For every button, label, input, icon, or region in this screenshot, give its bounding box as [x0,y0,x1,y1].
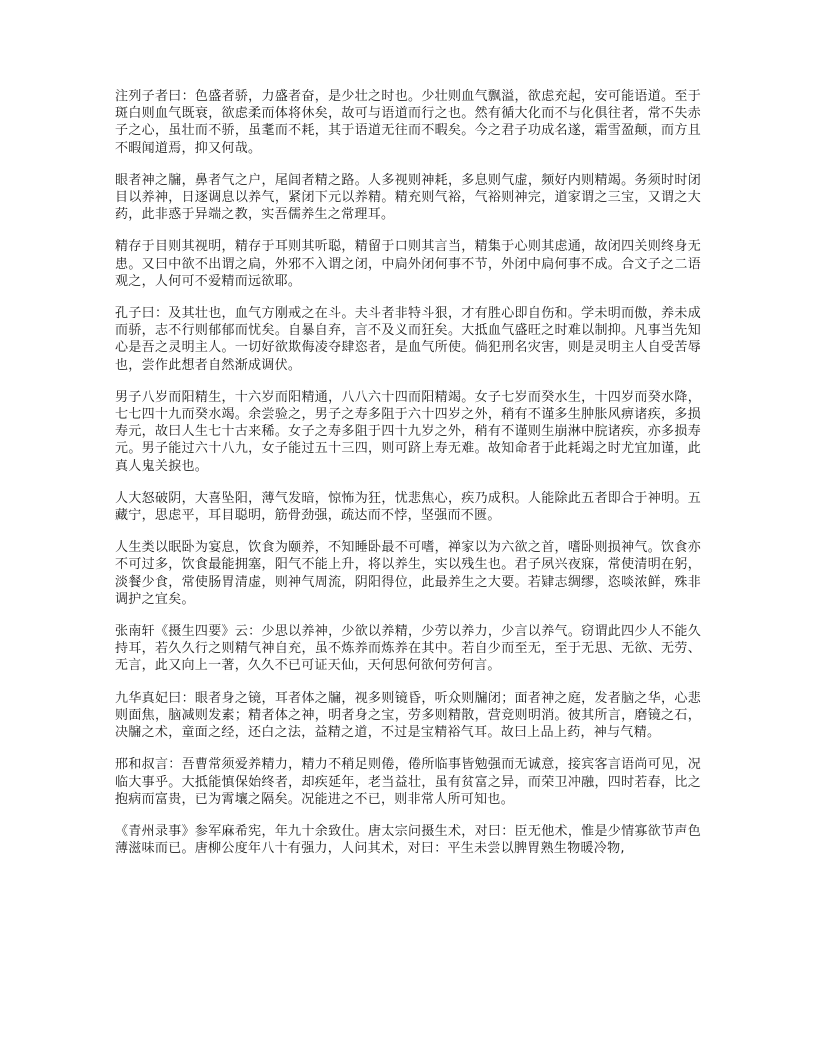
document-content [115,88,701,857]
paragraph: 注列子者曰：色盛者骄，力盛者奋，是少壮之时也。少壮则血气飘溢，欲虑充起，安可能语道。至于斑白则血气既衰，欲虑柔而体将休矣，故可与语道而行之也。然有循大化而不与化俱往者，常不失赤子之心，虽壮而不骄，虽耄而不耗，其于语道无往而不暇矣。今之君子功成名遂，霜雪盈颠，而方且不暇闻道焉，抑又何哉。 [115,89,701,156]
paragraph: 邢和叔言：吾曹常须爱养精力，精力不稍足则倦，倦所临事皆勉强而无诚意，接宾客言语尚可见，况临大事乎。大抵能慎保始终者，却疾延年，老当益壮，虽有贫富之异，而荣卫冲融，四时若春，比之抱病而富贵，已为霄壤之隔矣。况能进之不已，则非常人所可知也。 [115,757,701,807]
paragraph: 人生类以眠卧为宴息，饮食为颐养，不知睡卧最不可嗜，禅家以为六欲之首，嗜卧则损神气。饮食亦不可过多，饮食最能拥塞，阳气不能上升，将以养生，实以残生也。君子夙兴夜寐，常使清明在躬，淡餐少食，常使肠胃清虚，则神气周流，阴阳得位，此最养生之大要。若肄志绸缪，恣啖浓鲜，殊非调护之宜矣。 [115,540,701,607]
paragraph: 眼者神之牖，鼻者气之户，尾闾者精之路。人多视则神耗，多息则气虚，频好内则精竭。务须时时闭目以养神，日逐调息以养气，紧闭下元以养精。精充则气裕，气裕则神完，道家谓之三宝，又谓之大药，此非惑于异端之教，实吾儒养生之常理耳。 [115,172,701,223]
paragraph: 《青州录事》参军麻希宪，年九十余致仕。唐太宗问摄生术，对曰：臣无他术，惟是少情寡欲节声色薄滋味而已。唐柳公度年八十有强力，人问其术，对曰：平生未尝以脾胃熟生物暖冷物, [115,823,701,857]
paragraph: 张南轩《摄生四要》云：少思以养神，少欲以养精，少劳以养力，少言以养气。窃谓此四少人不能久持耳，若久久行之则精气神自充，虽不炼养而炼养在其中。若自少而至无，至于无思、无欲、无劳、无言，此又向上一著，久久不已可证天仙，天何思何欲何劳何言。 [115,624,701,674]
paragraph: 孔子曰：及其壮也，血气方刚戒之在斗。夫斗者非特斗狠，才有胜心即自伤和。学未明而傲，养未成而骄，志不行则郁郁而忧矣。自暴自弃，言不及义而狂矣。大抵血气盛旺之时难以制抑。凡事当先知心是吾之灵明主人。一切好欲欺侮凌夺肆恣者，是血气所使。倘犯刑名灾害，则是灵明主人自受苦辱也，尝作此想者自然渐成调伏。 [115,306,701,373]
paragraph: 人大怒破阴，大喜坠阳，薄气发暗，惊怖为狂，忧悲焦心，疾乃成积。人能除此五者即合于神明。五藏宁，思虑平，耳目聪明，筋骨劲强，疏达而不悖，坚强而不匮。 [115,490,701,524]
paragraph: 精存于目则其视明，精存于耳则其听聪，精留于口则其言当，精集于心则其虑通，故闭四关则终身无患。又曰中欲不出谓之扃，外邪不入谓之闭，中扃外闭何事不节，外闭中扃何事不成。合文子之二语观之，人何可不爱精而远欲耶。 [115,239,701,289]
paragraph: 九华真妃曰：眼者身之镜，耳者体之牖，视多则镜昏，听众则牖闭；面者神之庭，发者脑之华，心悲则面焦，脑减则发素；精者体之神，明者身之宝，劳多则精散，营竞则明消。彼其所言，磨镜之石，决牖之术，童面之经，还白之法，益精之道，不过是宝精裕气耳。故曰上品上药，神与气精。 [115,690,701,741]
paragraph: 男子八岁而阳精生，十六岁而阳精通，八八六十四而阳精竭。女子七岁而癸水生，十四岁而癸水降，七七四十九而癸水竭。余尝验之，男子之寿多阻于六十四岁之外，稍有不谨多生肿胀风痹诸疾，多损寿元，故曰人生七十古来稀。女子之寿多阻于四十九岁之外，稍有不谨则生崩淋中脘诸疾，亦多损寿元。男子能过六十八九，女子能过五十三四，则可跻上寿无难。故知命者于此耗竭之时尤宜加谨，此真人鬼关捩也。 [115,389,701,474]
